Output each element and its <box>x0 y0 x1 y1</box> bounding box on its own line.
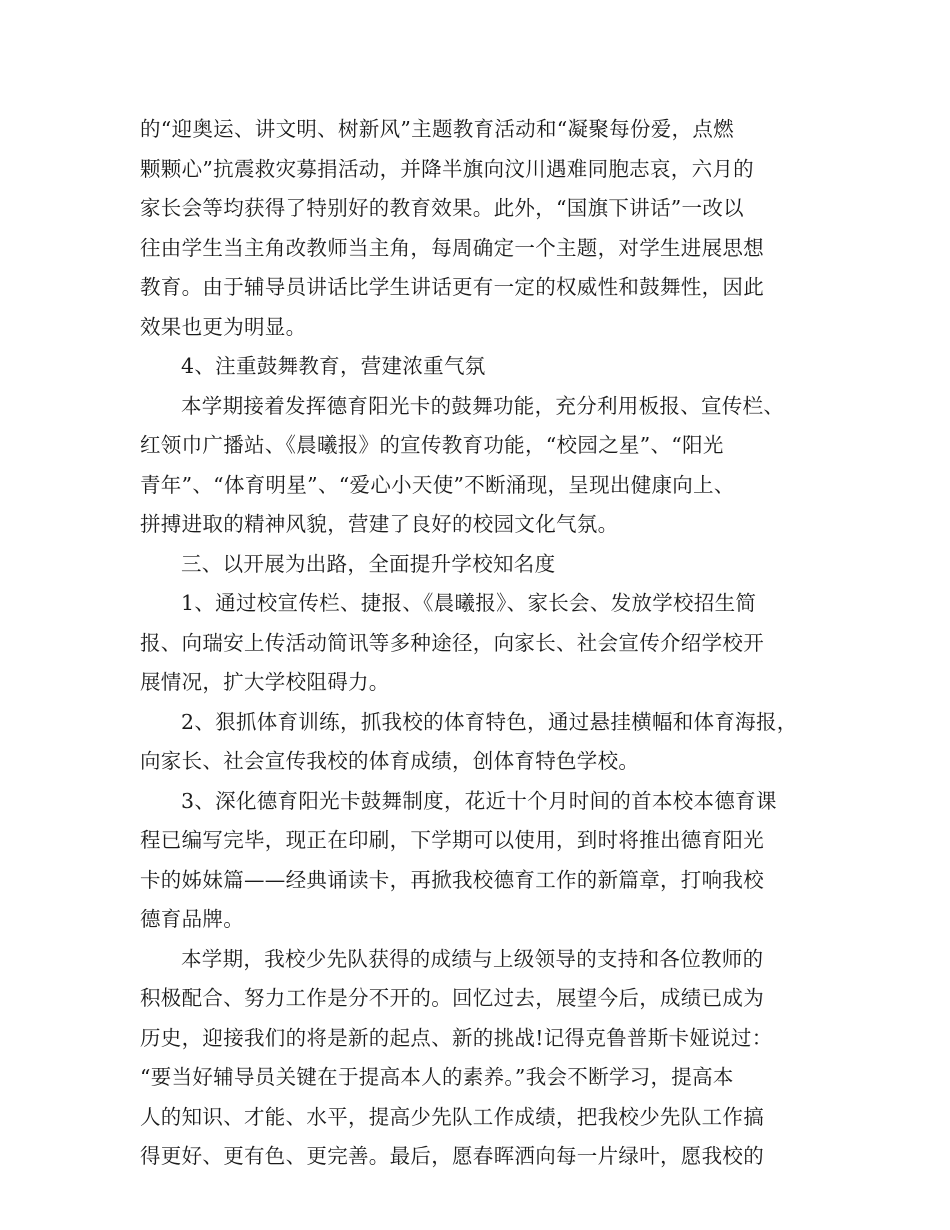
text-line: 3、深化德育阳光卡鼓舞制度，花近十个月时间的首本校本德育课 <box>181 788 777 813</box>
text-line: 卡的姊妹篇——经典诵读卡，再掀我校德育工作的新篇章，打响我校 <box>140 867 764 892</box>
text-line: 本学期，我校少先队获得的成绩与上级领导的支持和各位教师的 <box>181 946 764 971</box>
text-line: 拼搏进取的精神风貌，营建了良好的校园文化气氛。 <box>140 512 619 536</box>
text-line: 人的知识、才能、水平，提高少先队工作成绩，把我校少先队工作搞 <box>140 1104 764 1129</box>
text-line: 向家长、社会宣传我校的体育成绩，创体育特色学校。 <box>140 749 640 773</box>
section-heading: 三、以开展为出路，全面提升学校知名度 <box>181 551 556 576</box>
text-line: 家长会等均获得了特别好的教育效果。此外，“国旗下讲话”一改以 <box>140 196 744 220</box>
text-line: 教育。由于辅导员讲话比学生讲话更有一定的权威性和鼓舞性，因此 <box>140 275 764 299</box>
document-body <box>140 110 820 1177</box>
text-line: 2、狠抓体育训练，抓我校的体育特色，通过悬挂横幅和体育海报， <box>181 709 798 734</box>
text-line: 红领巾广播站、《晨曦报》的宣传教育功能，“校园之星”、“阳光 <box>140 433 724 457</box>
text-line: 程已编写完毕，现正在印刷，下学期可以使用，到时将推出德育阳光 <box>140 828 764 852</box>
text-line: 青年”、“体育明星”、“爱心小天使”不断涌现，呈现出健康向上、 <box>140 472 735 497</box>
text-line: 积极配合、努力工作是分不开的。回忆过去，展望今后，成绩已成为 <box>140 986 764 1010</box>
text-line: 得更好、更有色、更完善。最后，愿春晖洒向每一片绿叶，愿我校的 <box>140 1144 764 1168</box>
text-line: 本学期接着发挥德育阳光卡的鼓舞功能，充分利用板报、宣传栏、 <box>181 393 785 418</box>
text-line: 展情况，扩大学校阻碍力。 <box>140 670 390 694</box>
text-line: 报、向瑞安上传活动简讯等多种途径，向家长、社会宣传介绍学校开 <box>140 630 764 655</box>
text-line: 1、通过校宣传栏、捷报、《晨曦报》、家长会、发放学校招生简 <box>181 591 757 615</box>
text-line: “要当好辅导员关键在于提高本人的素养。”我会不断学习，提高本 <box>140 1065 734 1089</box>
text-line: 颗颗心”抗震救灾募捐活动，并降半旗向汶川遇难同胞志哀，六月的 <box>140 156 754 181</box>
section-heading: 4、注重鼓舞教育，营建浓重气氛 <box>181 354 486 378</box>
text-line: 效果也更为明显。 <box>140 314 307 339</box>
text-line: 历史，迎接我们的将是新的起点、新的挑战!记得克鲁普斯卡娅说过： <box>140 1025 773 1050</box>
text-line: 的“迎奥运、讲文明、树新风”主题教育活动和“凝聚每份爱，点燃 <box>140 117 734 141</box>
text-line: 往由学生当主角改教师当主角，每周确定一个主题，对学生进展思想 <box>140 235 764 260</box>
text-line: 德育品牌。 <box>140 907 244 931</box>
